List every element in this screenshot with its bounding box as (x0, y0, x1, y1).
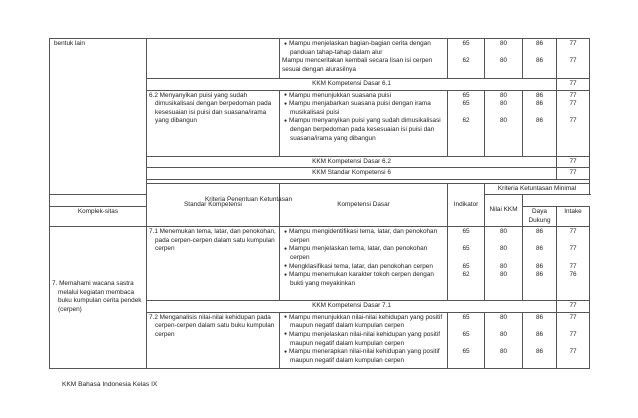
table-row (50, 227, 590, 301)
kkm-kd-value: 77 (557, 301, 590, 313)
standard-cell (50, 39, 147, 195)
indicator-cell (280, 90, 448, 156)
kkm-sk-label: KKM Standar Kompetensi 6 (147, 168, 557, 180)
kkm-kd-value: 77 (557, 156, 590, 168)
kkm-kd-label: KKM Kompetensi Dasar 7.1 (147, 301, 557, 313)
kkm-kd-value: 77 (557, 79, 590, 91)
cell-text: ● Mampu mengidentifikasi tema, latar, dan penokohan cerpen (282, 228, 445, 245)
cell-text: ● Mampu menemukan karakter tokoh cerpen dengan bukti yang meyakinkan (282, 271, 445, 288)
cell-text: ● Mampu menunjukkan nilai-nilai kehidupan yang positif maupun negatif dalam kumpulan cerpen (282, 314, 445, 331)
cell-text: 7. Memahami wacana sastra melalui kegiatan membaca buku kumpulan cerita pendek (cerpen) (52, 280, 142, 314)
cell-text: ● Mampu menyanyikan puisi yang sudah dimusikalisasi dengan berpedoman pada kesesuaian isi puisi dan suasana/irama yang dibangun (282, 117, 445, 143)
header-row (50, 195, 590, 207)
nilai-kkm-value: 77 77 77 (557, 312, 590, 368)
header-kd: Kompetensi Dasar (280, 183, 448, 226)
intake-value: 86 86 86 (523, 312, 557, 368)
daya-dukung-value: 80 80 80 (485, 312, 523, 368)
kkm-table (49, 38, 590, 369)
table-row (50, 39, 590, 79)
cell-text: bentuk lain (54, 40, 85, 47)
header-kriteria-penentuan: Kriteria Penentuan Ketuntasan (50, 195, 448, 207)
cell-text: 7.2 Menganalisis nilai-nilai kehidupan pada cerpen-cerpen dalam satu buku kumpulan cerpen (149, 313, 275, 338)
cell-text: ● Mampu menjelaskan tema, latar, dan penokohan cerpen (282, 245, 445, 262)
header-standar: Standar Kompetensi (147, 183, 280, 226)
header-nilai-kkm: Nilai KKM (485, 195, 523, 227)
kd-cell (147, 90, 280, 156)
cell-text: ● Mengklasifikasi tema, latar, dan penokohan cerpen (282, 263, 445, 272)
nilai-kkm-value: 77 77 77 (557, 90, 590, 156)
indicator-cell (280, 312, 448, 368)
kkm-kd-label: KKM Kompetensi Dasar 6.1 (147, 79, 557, 91)
cell-text: ● Mampu menunjukkan suasana puisi (282, 92, 445, 101)
kompleksitas-value: 65 62 (448, 39, 485, 79)
header-kriteria-minimal: Kriteria Ketuntasan Minimal (485, 183, 590, 195)
cell-text: ● Mampu menerapkan nilai-nilai kehidupan yang positif maupun negatif dalam kumpulan cerpen (282, 348, 445, 365)
intake-value: 86 86 86 (523, 90, 557, 156)
intake-value: 86 86 86 86 (523, 227, 557, 301)
nilai-kkm-value: 77 77 77 76 (557, 227, 590, 301)
header-daya-dukung: Daya Dukung (523, 206, 557, 226)
daya-dukung-value: 80 80 (485, 39, 523, 79)
cell-text: ● Mampu menjelaskan bagian-bagian cerita dengan panduan tahap-tahap dalam alur (282, 40, 445, 57)
kkm-kd-label: KKM Kompetensi Dasar 6.2 (147, 156, 557, 168)
cell-text: 6.2 Menyanyikan puisi yang sudah dimusikalisasi dengan berpedoman pada kesesuaian isi puisi dan suasana/irama yang dibangun (149, 91, 272, 125)
nilai-kkm-value: 77 77 (557, 39, 590, 79)
kd-cell (147, 39, 280, 79)
kompleksitas-value: 65 65 65 (448, 312, 485, 368)
header-indikator: Indikator (448, 183, 485, 226)
kompleksitas-value: 65 65 62 (448, 90, 485, 156)
daya-dukung-value: 80 80 80 80 (485, 227, 523, 301)
kompleksitas-value: 65 65 65 62 (448, 227, 485, 301)
daya-dukung-value: 80 80 80 (485, 90, 523, 156)
header-intake: Intake (557, 206, 590, 226)
page-footer: KKM Bahasa Indonesia Kelas IX (62, 381, 158, 388)
cell-text: Mampu menceritakan kembali secara lisan isi cerpen sesuai dengan alurasilnya (282, 57, 433, 73)
kd-cell (147, 227, 280, 301)
indicator-cell (280, 39, 448, 79)
header-kompleksitas: Komplek-sitas (50, 206, 147, 226)
standard-cell (50, 227, 147, 369)
indicator-cell (280, 227, 448, 301)
cell-text: ● Mampu menjelaskan nilai-nilai kehidupan yang positif maupun negatif dalam kumpulan cerpen (282, 331, 445, 348)
intake-value: 86 86 (523, 39, 557, 79)
cell-text: 7.1 Menemukan tema, latar, dan penokohan, pada cerpen-cerpen dalam satu kumpulan cerpen (149, 228, 276, 253)
kkm-sk-value: 77 (557, 168, 590, 180)
cell-text: ● Mampu menjabarkan suasana puisi dengan irama musikalisasi puisi (282, 100, 445, 117)
kd-cell (147, 312, 280, 368)
